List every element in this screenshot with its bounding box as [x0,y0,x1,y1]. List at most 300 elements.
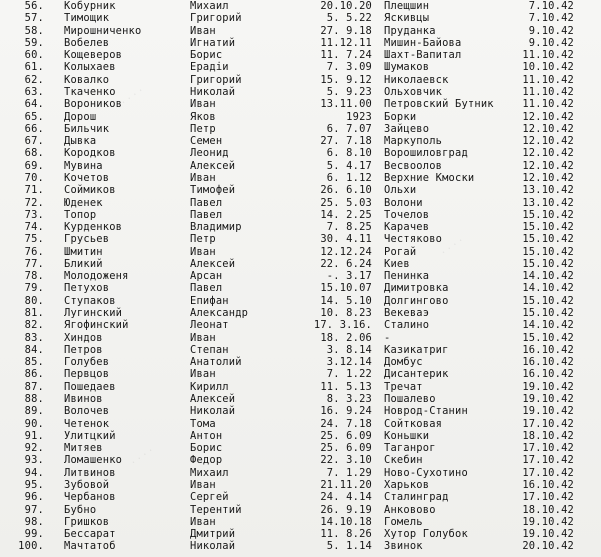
birth-date: 7. 3.09 [326,61,372,74]
birth-place: Точелов [384,208,430,221]
watermark-stamp: · · · · [128,444,156,469]
table-row [0,184,601,196]
birth-place: Шумаков [384,61,430,74]
birth-place: Петровский Бутник [384,98,494,111]
given-name: Петр [190,233,216,246]
birth-date: 25. 5.03 [320,196,372,209]
given-name: Леонид [190,147,229,160]
surname: Бликий [64,257,103,270]
surname: Кобурник [64,0,116,12]
birth-place: Ново-Сухотино [384,466,468,479]
record-date: 11.10.42 [522,73,574,86]
surname: Вороников [64,98,123,111]
row-number: 56. [24,0,44,12]
given-name: Григорий [190,73,242,86]
birth-place: Честяково [384,233,443,246]
birth-place: Таганрог [384,442,436,455]
surname: Соймиков [64,184,116,197]
birth-date: 14. 2.25 [320,208,372,221]
given-name: Михаил [190,466,229,479]
record-date: 17.10.42 [522,417,574,430]
surname: Дорош [64,110,97,123]
row-number: 79. [24,282,44,295]
record-date: 17.10.42 [522,466,574,479]
row-number: 69. [24,159,44,172]
birth-date: 6. 1.12 [326,171,372,184]
surname: Бубно [64,503,97,516]
birth-place: Сталинград [384,491,449,504]
birth-place: Харьков [384,478,430,491]
record-date: 16.10.42 [522,368,574,381]
surname: Хиндов [64,331,103,344]
birth-date: 24. 4.14 [320,491,372,504]
row-number: 70. [24,171,44,184]
given-name: Анатолий [190,356,242,369]
birth-place: Гомель [384,515,423,528]
surname: Бессарат [64,528,116,541]
surname: Кощеверов [64,49,123,62]
birth-place: Ворошиловград [384,147,468,160]
surname: Мирошниченко [64,24,142,37]
surname: Ломашенко [64,454,123,467]
table-row [0,209,601,221]
given-name: Алексей [190,159,236,172]
table-row [0,442,601,454]
birth-place: Ольхи [384,184,417,197]
row-number: 95. [24,478,44,491]
row-number: 66. [24,122,44,135]
surname: Пошедаев [64,380,116,393]
birth-date: 10. 8.23 [320,307,372,320]
surname: Вобелев [64,36,110,49]
given-name: Иван [190,478,216,491]
table-row [0,467,601,479]
row-number: 86. [24,368,44,381]
birth-place: Киев [384,257,410,270]
given-name: Михаил [190,0,229,12]
birth-date: 20.10.20 [320,0,372,12]
surname: Кочетов [64,171,110,184]
birth-place: Новрод-Станин [384,405,468,418]
table-row [0,295,601,307]
given-name: Степан [190,343,229,356]
row-number: 63. [24,85,44,98]
table-row [0,430,601,442]
row-number: 94. [24,466,44,479]
birth-date: 3.12.14 [326,356,372,369]
table-row [0,319,601,331]
record-date: 19.10.42 [522,380,574,393]
birth-date: 3. 8.14 [326,343,372,356]
given-name: Кирилл [190,380,229,393]
row-number: 76. [24,245,44,258]
row-number: 57. [24,12,44,25]
record-date: 18.10.42 [522,503,574,516]
record-date: 14.10.42 [522,319,574,332]
record-date: 11.10.42 [522,98,574,111]
record-date: 7.10.42 [528,0,574,12]
table-row [0,74,601,86]
row-number: 84. [24,343,44,356]
birth-place: Верхние Кмоски [384,171,475,184]
given-name: Иван [190,368,216,381]
birth-place: Волони [384,196,423,209]
row-number: 83. [24,331,44,344]
given-name: Сергей [190,491,229,504]
birth-date: 25. 6.09 [320,442,372,455]
row-number: 85. [24,356,44,369]
surname: Ткаченко [64,85,116,98]
record-date: 16.10.42 [522,343,574,356]
record-date: 15.10.42 [522,294,574,307]
given-name: Николай [190,540,236,553]
birth-date: 22. 3.10 [320,454,372,467]
table-row [0,282,601,294]
birth-date: 12.12.24 [320,245,372,258]
given-name: Алексей [190,393,236,405]
birth-date: 14.10.18 [320,515,372,528]
record-date: 14.10.42 [522,270,574,283]
given-name: Терентий [190,503,242,516]
table-row [0,528,601,540]
given-name: Арсан [190,270,223,283]
row-number: 96. [24,491,44,504]
birth-place: Долгингово [384,294,449,307]
row-number: 72. [24,196,44,209]
given-name: Иван [190,24,216,37]
surname: Петухов [64,282,110,295]
birth-place: Скебин [384,454,423,467]
surname: Четенок [64,417,110,430]
table-row [0,418,601,430]
table-row [0,25,601,37]
birth-date: 26. 6.10 [320,184,372,197]
row-number: 98. [24,515,44,528]
birth-place: Хутор Голубок [384,528,468,541]
record-date: 7.10.42 [528,12,574,25]
row-number: 59. [24,36,44,49]
birth-place: Сойтковая [384,417,443,430]
row-number: 68. [24,147,44,160]
table-row [0,123,601,135]
watermark-stamp: · · · · [118,84,146,109]
record-date: 15.10.42 [522,233,574,246]
row-number: 97. [24,503,44,516]
row-number: 99. [24,528,44,541]
surname: Митяев [64,442,103,455]
given-name: Иван [190,331,216,344]
row-number: 90. [24,417,44,430]
record-date: 15.10.42 [522,257,574,270]
birth-date: 8. 3.23 [326,393,372,405]
given-name: Иван [190,515,216,528]
surname: Молодоженя [64,270,129,283]
given-name: Игнатий [190,36,236,49]
birth-date: -. 3.17 [326,270,372,283]
surname: Юденек [64,196,103,209]
row-number: 58. [24,24,44,37]
table-row [0,258,601,270]
surname: Курденков [64,221,123,234]
given-name: Иван [190,245,216,258]
table-row [0,381,601,393]
birth-place: Яскивцы [384,12,430,25]
watermark-stamp: · · · · [438,234,466,259]
surname: Ивинов [64,393,103,405]
record-date: 11.10.42 [522,85,574,98]
birth-date: 27. 7.18 [320,135,372,148]
surname: Грусьев [64,233,110,246]
birth-place: Домбус [384,356,423,369]
birth-date: 5. 1.14 [326,540,372,553]
table-row [0,98,601,110]
row-number: 93. [24,454,44,467]
row-number: 67. [24,135,44,148]
row-number: 78. [24,270,44,283]
table-row [0,393,601,405]
birth-date: 18. 2.06 [320,331,372,344]
table-row [0,479,601,491]
birth-place: Плещшин [384,0,430,12]
birth-place: Зайцево [384,122,430,135]
row-number: 64. [24,98,44,111]
record-date: 10.10.42 [522,61,574,74]
record-date: 20.10.42 [522,540,574,553]
table-row [0,160,601,172]
record-date: 15.10.42 [522,221,574,234]
birth-date: 11. 8.26 [320,528,372,541]
row-number: 80. [24,294,44,307]
record-date: 12.10.42 [522,135,574,148]
given-name: Тимофей [190,184,236,197]
table-row [0,270,601,282]
surname: Шмитин [64,245,103,258]
surname: Гришков [64,515,110,528]
given-name: Владимир [190,221,242,234]
surname: Лугинский [64,307,123,320]
row-number: 60. [24,49,44,62]
table-row [0,0,601,12]
birth-date: 27. 9.18 [320,24,372,37]
surname: Литвинов [64,466,116,479]
surname: Дывка [64,135,97,148]
birth-date: 17. 3.16. [313,319,372,332]
birth-date: 5. 5.22 [326,12,372,25]
birth-date: 5. 9.23 [326,85,372,98]
birth-date: 5. 4.17 [326,159,372,172]
surname: Колыхаев [64,61,116,74]
birth-place: Сталино [384,319,430,332]
table-row [0,356,601,368]
record-date: 16.10.42 [522,356,574,369]
birth-place: Шахт-Вапитал [384,49,462,62]
row-number: 91. [24,429,44,442]
surname: Волочев [64,405,110,418]
given-name: Дмитрий [190,528,236,541]
given-name: Борис [190,442,223,455]
row-number: 82. [24,319,44,332]
record-date: 11.10.42 [522,49,574,62]
record-date: 13.10.42 [522,184,574,197]
row-number: 89. [24,405,44,418]
table-row [0,405,601,417]
table-row [0,368,601,380]
birth-date: 21.11.20 [320,478,372,491]
record-date: 12.10.42 [522,159,574,172]
record-date: 12.10.42 [522,147,574,160]
birth-place: Ольховчик [384,85,443,98]
row-number: 62. [24,73,44,86]
surname: Кородков [64,147,116,160]
given-name: Тома [190,417,216,430]
record-date: 17.10.42 [522,442,574,455]
record-date: 15.10.42 [522,331,574,344]
table-row [0,86,601,98]
record-date: 19.10.42 [522,528,574,541]
given-name: Федор [190,454,223,467]
record-date: 15.10.42 [522,307,574,320]
birth-place: Анковово [384,503,436,516]
record-date: 12.10.42 [522,122,574,135]
table-row [0,454,601,466]
birth-date: 15.10.07 [320,282,372,295]
birth-place: Пруданка [384,24,436,37]
birth-place: Звинок [384,540,423,553]
given-name: Григорий [190,12,242,25]
birth-place: Борки [384,110,417,123]
table-row [0,172,601,184]
birth-date: 14. 5.10 [320,294,372,307]
birth-date: 7. 8.25 [326,221,372,234]
table-row [0,49,601,61]
given-name: Леонат [190,319,229,332]
birth-date: 6. 7.07 [326,122,372,135]
birth-date: 7. 1.29 [326,466,372,479]
table-row [0,61,601,73]
table-row [0,147,601,159]
surname: Первцов [64,368,110,381]
given-name: Павел [190,282,223,295]
birth-place: Николаевск [384,73,449,86]
birth-place: Казикатриг [384,343,449,356]
surname: Ягофинский [64,319,129,332]
given-name: Иван [190,98,216,111]
birth-date: 6. 8.10 [326,147,372,160]
given-name: Ерадіи [190,61,229,74]
table-row [0,12,601,24]
surname: Мувина [64,159,103,172]
table-row [0,197,601,209]
birth-date: 22. 6.24 [320,257,372,270]
birth-date: 15. 9.12 [320,73,372,86]
birth-date: 7. 1.22 [326,368,372,381]
record-date: 16.10.42 [522,478,574,491]
birth-place: Димитровка [384,282,449,295]
birth-date: 11. 5.13 [320,380,372,393]
given-name: Павел [190,196,223,209]
table-row [0,307,601,319]
surname: Бильчик [64,122,110,135]
birth-date: 13.11.00 [320,98,372,111]
birth-place: Векеваэ [384,307,430,320]
record-date: 18.10.42 [522,429,574,442]
surname: Ковалко [64,73,110,86]
surname: Зубовой [64,478,110,491]
record-date: 19.10.42 [522,393,574,405]
table-row [0,504,601,516]
table-row [0,540,601,552]
given-name: Борис [190,49,223,62]
given-name: Семен [190,135,223,148]
table-row [0,233,601,245]
surname: Мачтатоб [64,540,116,553]
record-date: 9.10.42 [528,36,574,49]
record-date: 15.10.42 [522,245,574,258]
row-number: 74. [24,221,44,234]
birth-place: Мишин-Байова [384,36,462,49]
row-number: 81. [24,307,44,320]
record-date: 17.10.42 [522,491,574,504]
record-date: 9.10.42 [528,24,574,37]
birth-date: 16. 9.24 [320,405,372,418]
birth-place: Коньшки [384,429,430,442]
table-row [0,135,601,147]
row-number: 88. [24,393,44,405]
birth-place: - [384,331,391,344]
birth-place: Весвоолов [384,159,443,172]
record-date: 14.10.42 [522,282,574,295]
table-row [0,491,601,503]
surname: Чербанов [64,491,116,504]
record-date: 19.10.42 [522,405,574,418]
row-number: 71. [24,184,44,197]
table-row [0,332,601,344]
surname: Ступаков [64,294,116,307]
birth-place: Дисантерик [384,368,449,381]
given-name: Николай [190,405,236,418]
given-name: Яков [190,110,216,123]
surname: Улитцкий [64,429,116,442]
given-name: Николай [190,85,236,98]
birth-date: 11. 7.24 [320,49,372,62]
row-number: 61. [24,61,44,74]
row-number: 65. [24,110,44,123]
birth-date: 26. 9.19 [320,503,372,516]
row-number: 87. [24,380,44,393]
surname: Тимощик [64,12,110,25]
table-row [0,221,601,233]
row-number: 77. [24,257,44,270]
record-date: 12.10.42 [522,171,574,184]
birth-place: Пенинка [384,270,430,283]
birth-date: 11.12.11 [320,36,372,49]
record-date: 19.10.42 [522,515,574,528]
record-date: 15.10.42 [522,208,574,221]
birth-date: 30. 4.11 [320,233,372,246]
birth-place: Тречат [384,380,423,393]
row-number: 73. [24,208,44,221]
given-name: Алексей [190,257,236,270]
birth-date: 1923 [346,110,372,123]
surname: Петров [64,343,103,356]
birth-place: Пошалево [384,393,436,405]
row-number: 100. [18,540,44,553]
given-name: Антон [190,429,223,442]
table-row [0,246,601,258]
given-name: Иван [190,171,216,184]
surname: Голубев [64,356,110,369]
record-date: 12.10.42 [522,110,574,123]
